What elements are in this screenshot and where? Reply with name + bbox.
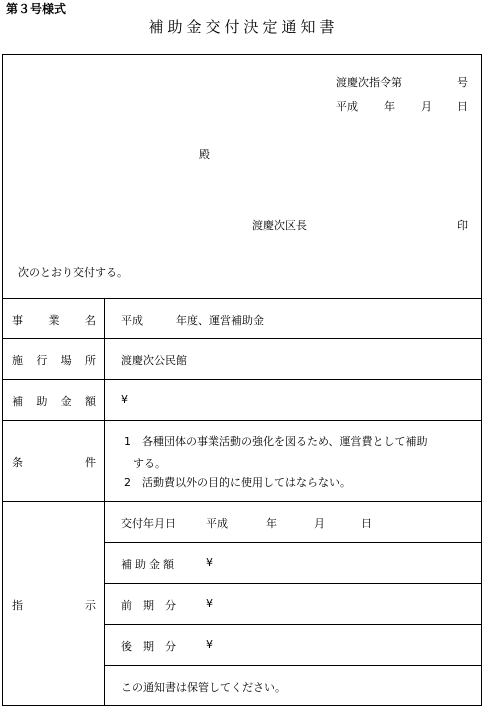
row-divider [104,542,482,543]
row-divider [2,338,482,339]
row-divider [104,624,482,625]
row-divider [2,379,482,380]
condition-1: 1 各種団体の事業活動の強化を図るため、運営費として補助 [124,435,428,448]
issue-date-day: 日 [361,517,372,530]
date-year-unit: 年 [384,100,395,113]
row-divider [104,583,482,584]
project-name-label: 事 業 名 [12,314,96,327]
issuer: 渡慶次区長 [252,219,307,232]
issue-date-month: 月 [314,517,325,530]
reference-prefix: 渡慶次指令第 [336,76,402,89]
first-half-label: 前 期 分 [121,599,176,612]
date-month-unit: 月 [421,100,432,113]
row-divider [2,298,482,299]
column-divider [104,298,105,706]
issue-date-year: 年 [266,517,277,530]
row-divider [104,665,482,666]
subsidy-amount-label: 補助金額 [121,558,177,571]
condition-2: 2 活動費以外の目的に使用してはならない。 [124,476,351,489]
row-divider [2,420,482,421]
intro-text: 次のとおり交付する。 [18,266,128,279]
issue-date-label: 交付年月日 [121,517,176,530]
second-half-yen: ¥ [206,638,213,651]
addressee-suffix: 殿 [199,148,210,161]
amount-label: 補 助 金 額 [12,395,96,408]
venue-label: 施 行 場 所 [12,354,96,367]
instructions-label: 指 示 [12,599,96,612]
seal-mark: 印 [457,219,468,232]
first-half-yen: ¥ [206,597,213,610]
keep-notice: この通知書は保管してください。 [121,681,286,694]
project-name-value: 平成 年度、運営補助金 [121,314,264,327]
document-title: 補助金交付決定通知書 [148,18,339,36]
subsidy-amount-yen: ¥ [206,556,213,569]
amount-value: ¥ [121,393,128,406]
venue-value: 渡慶次公民館 [121,354,187,367]
date-era: 平成 [336,100,358,113]
second-half-label: 後 期 分 [121,640,176,653]
date-day-unit: 日 [457,100,468,113]
form-number: 第３号様式 [6,2,67,16]
condition-1-cont: する。 [133,457,166,470]
conditions-label: 条 件 [12,456,96,469]
reference-suffix: 号 [457,76,468,89]
row-divider [2,501,482,502]
issue-date-era: 平成 [206,517,228,530]
